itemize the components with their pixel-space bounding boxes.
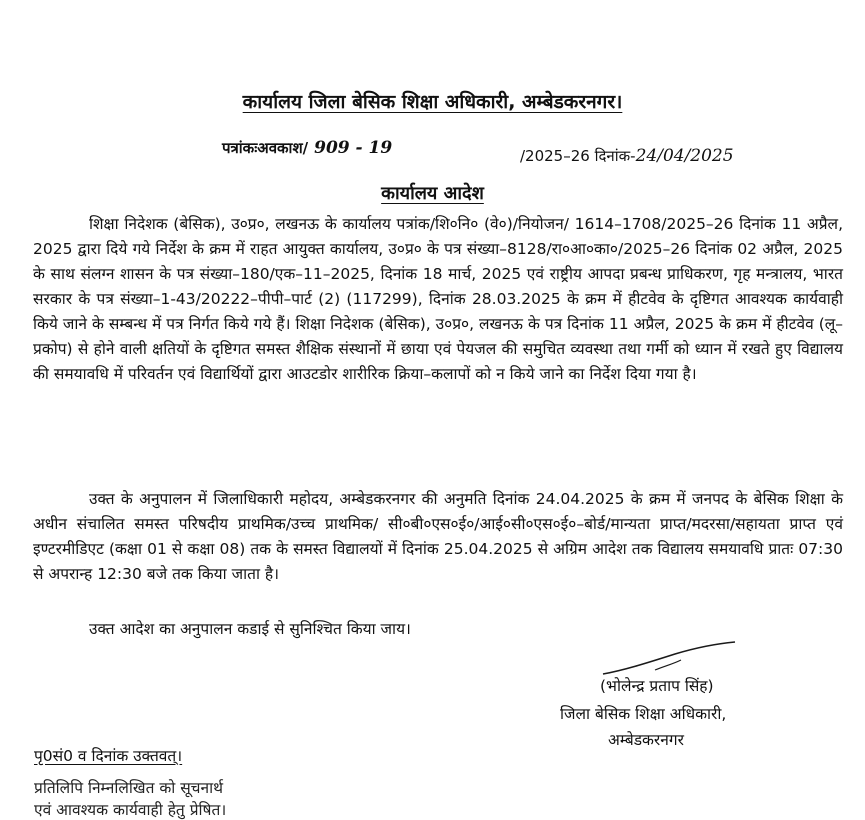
handwritten-date: 24/04/2025: [635, 146, 734, 166]
handwritten-ref-number: 909 - 19: [314, 138, 393, 158]
office-title: कार्यालय जिला बेसिक शिक्षा अधिकारी, अम्बेडकरनगर।: [242, 91, 623, 113]
order-heading: कार्यालय आदेश: [381, 183, 484, 204]
paragraph-3: उक्त आदेश का अनुपालन कडाई से सुनिश्चित किया जाय।: [89, 620, 411, 638]
reference-number: [222, 138, 392, 158]
ref-year: /2025–26 दिनांक-: [520, 147, 636, 165]
reference-date: [520, 146, 734, 166]
copy-reference: पृ0सं0 व दिनांक उक्तवत्।: [34, 747, 183, 765]
ref-prefix: पत्रांकःअवकाश/: [222, 139, 309, 157]
signatory-designation: जिला बेसिक शिक्षा अधिकारी,: [560, 705, 727, 723]
signatory-name: (भोलेन्द्र प्रताप सिंह): [600, 677, 714, 695]
paragraph-2: उक्त के अनुपालन में जिलाधिकारी महोदय, अम्बेडकरनगर की अनुमति दिनांक 24.04.2025 के क्रम में जनपद के बेसिक शिक्षा के अधीन संचालित समस्त परिषदीय प्राथमिक/उच्च प्राथमिक/ सी०बी०एस०ई०/आई०सी०एस०ई०–बोर्ड/मान्यता प्राप्त/मदरसा/सहायता प्राप्त एवं इण्टरमीडिएट (कक्षा 01 से कक्षा 08) तक के समस्त विद्यालयों में दिनांक 25.04.2025 से अग्रिम आदेश तक विद्यालय समयावधि प्रातः 07:30 से अपरान्ह 12:30 बजे तक किया जाता है।: [33, 490, 843, 583]
paragraph-1: शिक्षा निदेशक (बेसिक), उ०प्र०, लखनऊ के कार्यालय पत्रांक/शि०नि० (वे०)/नियोजन/ 1614–1708/2025–26 दिनांक 11 अप्रैल, 2025 द्वारा दिये गये निर्देश के क्रम में राहत आयुक्त कार्यालय, उ०प्र० के पत्र संख्या–8128/रा०आ०का०/2025–26 दिनांक 02 अप्रैल, 2025 के साथ संलग्न शासन के पत्र संख्या–180/एक–11–2025, दिनांक 18 मार्च, 2025 एवं राष्ट्रीय आपदा प्रबन्ध प्राधिकरण, गृह मन्त्रालय, भारत सरकार के पत्र संख्या–1-43/20222–पीपी–पार्ट (2) (117299), दिनांक 28.03.2025 के क्रम में हीटवेव के दृष्टिगत आवश्यक कार्यवाही किये जाने के सम्बन्ध में पत्र निर्गत किये गये हैं। शिक्षा निदेशक (बेसिक), उ०प्र०, लखनऊ के पत्र दिनांक 11 अप्रैल, 2025 के क्रम में हीटवेव (लू–प्रकोप) से होने वाली क्षतियों के दृष्टिगत समस्त शैक्षिक संस्थानों में छाया एवं पेयजल की समुचित व्यवस्था तथा गर्मी को ध्यान में रखते हुए विद्यालय की समयावधि में परिवर्तन एवं विद्यार्थियों द्वारा आउटडोर शारीरिक क्रिया–कलापों को न किये जाने का निर्देश दिया गया है।: [33, 215, 843, 383]
copy-next-line: प्रतिलिपि निम्नलिखित को सूचनार्थ एवं आवश्यक कार्यवाही हेतु प्रेषित।: [34, 779, 227, 819]
signatory-place: अम्बेडकरनगर: [608, 731, 684, 749]
